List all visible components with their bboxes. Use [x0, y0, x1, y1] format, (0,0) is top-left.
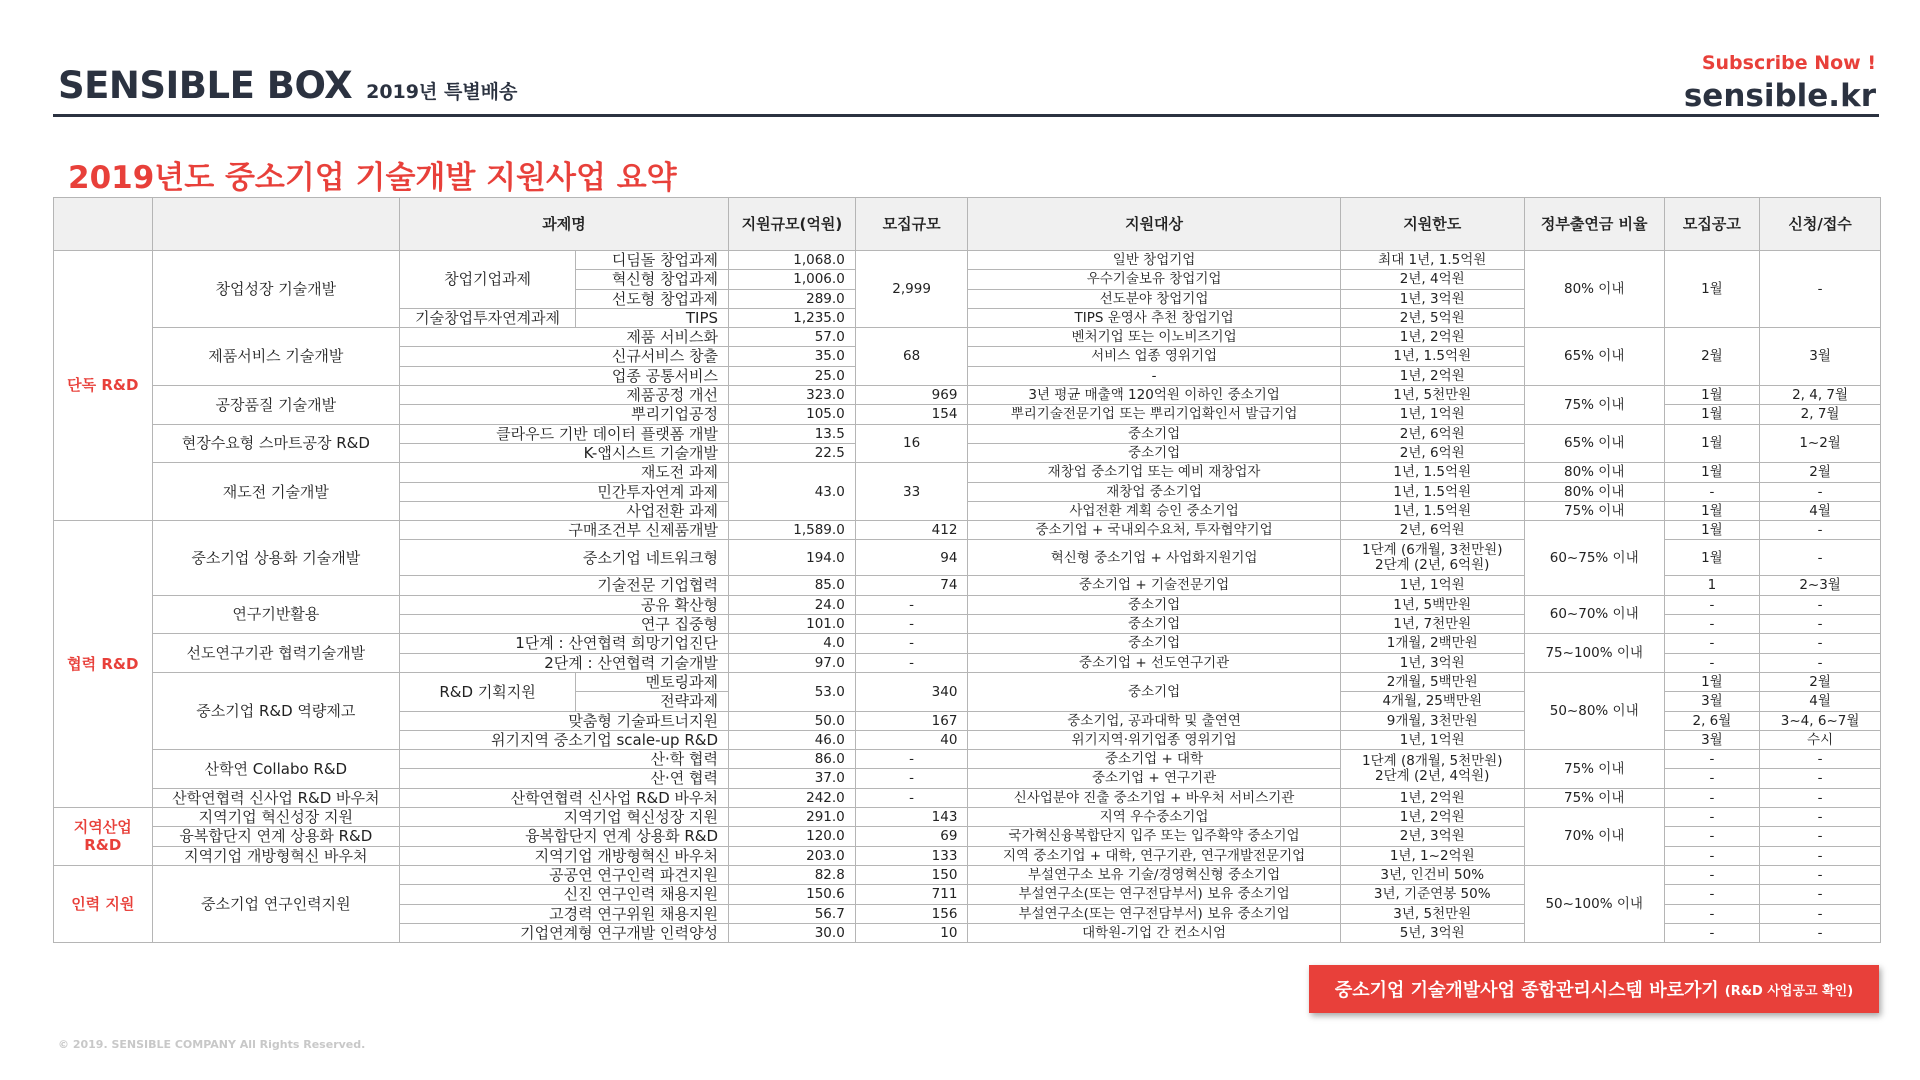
task-cell: 혁신형 창업과제: [576, 270, 729, 289]
ratio-cell: 75% 이내: [1524, 386, 1664, 425]
program-cell: 연구기반활용: [152, 595, 399, 634]
task-cell: 산·학 협력: [400, 750, 729, 769]
subgroup-cell: R&D 기획지원: [400, 672, 576, 711]
ratio-cell: 80% 이내: [1524, 251, 1664, 328]
program-cell: 제품서비스 기술개발: [152, 328, 399, 386]
brand-subtitle: 2019년 특별배송: [366, 81, 518, 103]
apply-cell: 수시: [1760, 730, 1881, 749]
limit-cell: 2년, 4억원: [1340, 270, 1524, 289]
notice-cell: -: [1664, 595, 1760, 614]
task-cell: 산·연 협력: [400, 769, 729, 788]
recruit-cell: 969: [855, 386, 968, 405]
apply-cell: -: [1760, 482, 1881, 501]
notice-cell: 1월: [1664, 424, 1760, 463]
program-cell: 선도연구기관 협력기술개발: [152, 634, 399, 673]
summary-table: [53, 197, 1881, 943]
recruit-cell: -: [855, 653, 968, 672]
budget-cell: 291.0: [729, 808, 856, 827]
ratio-cell: 60~75% 이내: [1524, 521, 1664, 596]
target-cell: 서비스 업종 영위기업: [968, 347, 1340, 366]
budget-cell: 35.0: [729, 347, 856, 366]
budget-cell: 30.0: [729, 923, 856, 942]
notice-cell: -: [1664, 808, 1760, 827]
apply-cell: -: [1760, 846, 1881, 865]
notice-cell: -: [1664, 904, 1760, 923]
notice-cell: 1월: [1664, 540, 1760, 576]
apply-cell: -: [1760, 808, 1881, 827]
task-cell: 맞춤형 기술파트너지원: [400, 711, 729, 730]
recruit-cell: -: [855, 634, 968, 653]
limit-cell: 1년, 2억원: [1340, 808, 1524, 827]
task-cell: 융복합단지 연계 상용화 R&D: [400, 827, 729, 846]
recruit-cell: -: [855, 615, 968, 634]
limit-cell: 2년, 5억원: [1340, 308, 1524, 327]
budget-cell: 56.7: [729, 904, 856, 923]
recruit-cell: 150: [855, 865, 968, 884]
budget-cell: 24.0: [729, 595, 856, 614]
ratio-cell: 75~100% 이내: [1524, 634, 1664, 673]
task-cell: 제품공정 개선: [400, 386, 729, 405]
apply-cell: -: [1760, 827, 1881, 846]
ratio-cell: 75% 이내: [1524, 750, 1664, 789]
recruit-cell: 40: [855, 730, 968, 749]
notice-cell: -: [1664, 653, 1760, 672]
apply-cell: 2, 7월: [1760, 405, 1881, 424]
task-cell: 클라우드 기반 데이터 플랫폼 개발: [400, 424, 729, 443]
target-cell: 선도분야 창업기업: [968, 289, 1340, 308]
budget-cell: 203.0: [729, 846, 856, 865]
table-row: [54, 463, 1881, 482]
task-cell: 산학연협력 신사업 R&D 바우처: [400, 788, 729, 807]
apply-cell: -: [1760, 634, 1881, 653]
apply-cell: 3월: [1760, 328, 1881, 386]
subgroup-cell: 창업기업과제: [400, 251, 576, 309]
notice-cell: -: [1664, 750, 1760, 769]
notice-cell: 1월: [1664, 386, 1760, 405]
recruit-cell: 167: [855, 711, 968, 730]
target-cell: 벤처기업 또는 이노비즈기업: [968, 328, 1340, 347]
table-row: [54, 865, 1881, 884]
limit-cell: 9개월, 3천만원: [1340, 711, 1524, 730]
apply-cell: -: [1760, 251, 1881, 328]
target-cell: -: [968, 366, 1340, 385]
target-cell: 중소기업: [968, 595, 1340, 614]
limit-cell: 최대 1년, 1.5억원: [1340, 251, 1524, 270]
task-cell: 뿌리기업공정: [400, 405, 729, 424]
header-ratio: 정부출연금 비율: [1524, 198, 1664, 251]
apply-cell: -: [1760, 769, 1881, 788]
notice-cell: -: [1664, 885, 1760, 904]
apply-cell: -: [1760, 653, 1881, 672]
table-row: [54, 788, 1881, 807]
target-cell: 지역 중소기업 + 대학, 연구기관, 연구개발전문기업: [968, 846, 1340, 865]
limit-cell: 3년, 기준연봉 50%: [1340, 885, 1524, 904]
ratio-cell: 50~100% 이내: [1524, 865, 1664, 942]
target-cell: 중소기업 + 기술전문기업: [968, 576, 1340, 595]
limit-cell: 1년, 2억원: [1340, 366, 1524, 385]
limit-cell: 1년, 1.5억원: [1340, 482, 1524, 501]
target-cell: 중소기업: [968, 424, 1340, 443]
program-cell: 재도전 기술개발: [152, 463, 399, 521]
notice-cell: -: [1664, 923, 1760, 942]
site-link[interactable]: sensible.kr: [1683, 78, 1876, 114]
ratio-cell: 70% 이내: [1524, 808, 1664, 866]
task-cell: 제품 서비스화: [400, 328, 729, 347]
target-cell: 신사업분야 진출 중소기업 + 바우처 서비스기관: [968, 788, 1340, 807]
header-divider: [53, 114, 1879, 117]
budget-cell: 1,235.0: [729, 308, 856, 327]
section-regional-rnd: 지역산업 R&D: [54, 808, 153, 866]
target-cell: 3년 평균 매출액 120억원 이하인 중소기업: [968, 386, 1340, 405]
target-cell: 대학원-기업 간 컨소시엄: [968, 923, 1340, 942]
table-row: [54, 386, 1881, 405]
budget-cell: 194.0: [729, 540, 856, 576]
target-cell: 중소기업 + 대학: [968, 750, 1340, 769]
target-cell: 국가혁신융복합단지 입주 또는 입주확약 중소기업: [968, 827, 1340, 846]
target-cell: 부설연구소(또는 연구전담부서) 보유 중소기업: [968, 904, 1340, 923]
recruit-cell: 69: [855, 827, 968, 846]
task-cell: 전략과제: [576, 692, 729, 711]
task-cell: 연구 집중형: [400, 615, 729, 634]
target-cell: 사업전환 계획 승인 중소기업: [968, 501, 1340, 520]
target-cell: 재창업 중소기업 또는 예비 재창업자: [968, 463, 1340, 482]
notice-cell: -: [1664, 865, 1760, 884]
program-cell: 산학연 Collabo R&D: [152, 750, 399, 789]
target-cell: 중소기업 + 국내외수요처, 투자협약기업: [968, 521, 1340, 540]
recruit-cell: 94: [855, 540, 968, 576]
task-cell: 재도전 과제: [400, 463, 729, 482]
apply-cell: -: [1760, 521, 1881, 540]
target-cell: 중소기업 + 연구기관: [968, 769, 1340, 788]
budget-cell: 97.0: [729, 653, 856, 672]
table-row: [54, 750, 1881, 769]
rnd-system-link-button[interactable]: [1309, 965, 1879, 1013]
table-row: [54, 808, 1881, 827]
limit-cell: 3년, 5천만원: [1340, 904, 1524, 923]
budget-cell: 289.0: [729, 289, 856, 308]
limit-cell: 1년, 2억원: [1340, 788, 1524, 807]
apply-cell: -: [1760, 923, 1881, 942]
task-cell: 지역기업 개방형혁신 바우처: [400, 846, 729, 865]
apply-cell: -: [1760, 904, 1881, 923]
limit-cell: 1년, 1억원: [1340, 576, 1524, 595]
recruit-cell: -: [855, 788, 968, 807]
task-cell: TIPS: [576, 308, 729, 327]
target-cell: 중소기업: [968, 615, 1340, 634]
program-cell: 중소기업 R&D 역량제고: [152, 672, 399, 749]
limit-cell: 1년, 2억원: [1340, 328, 1524, 347]
budget-cell: 57.0: [729, 328, 856, 347]
table-row: [54, 634, 1881, 653]
limit-cell: [1340, 540, 1524, 576]
header-target: 지원대상: [968, 198, 1340, 251]
header-task-name: 과제명: [400, 198, 729, 251]
brand-name: SENSIBLE BOX: [58, 64, 353, 107]
table-row: [54, 251, 1881, 270]
recruit-cell: 68: [855, 328, 968, 386]
section-cooperative-rnd: 협력 R&D: [54, 521, 153, 808]
limit-cell: 1년, 3억원: [1340, 289, 1524, 308]
budget-cell: 4.0: [729, 634, 856, 653]
ratio-cell: 65% 이내: [1524, 424, 1664, 463]
program-cell: 현장수요형 스마트공장 R&D: [152, 424, 399, 463]
task-cell: 디딤돌 창업과제: [576, 251, 729, 270]
program-cell: 산학연협력 신사업 R&D 바우처: [152, 788, 399, 807]
recruit-cell: -: [855, 769, 968, 788]
task-cell: 구매조건부 신제품개발: [400, 521, 729, 540]
notice-cell: 1월: [1664, 672, 1760, 691]
budget-cell: 323.0: [729, 386, 856, 405]
budget-cell: 43.0: [729, 463, 856, 521]
task-cell: 1단계 : 산연협력 희망기업진단: [400, 634, 729, 653]
task-cell: 신규서비스 창출: [400, 347, 729, 366]
target-cell: 중소기업, 공과대학 및 출연연: [968, 711, 1340, 730]
limit-cell: 2개월, 5백만원: [1340, 672, 1524, 691]
target-cell: 우수기술보유 창업기업: [968, 270, 1340, 289]
apply-cell: 2~3월: [1760, 576, 1881, 595]
header-recruit: 모집규모: [855, 198, 968, 251]
program-cell: 공장품질 기술개발: [152, 386, 399, 425]
page-title: 2019년도 중소기업 기술개발 지원사업 요약: [68, 160, 677, 196]
limit-cell: 1년, 1.5억원: [1340, 501, 1524, 520]
notice-cell: 3월: [1664, 730, 1760, 749]
limit-cell: 1년, 5천만원: [1340, 386, 1524, 405]
table-row: [54, 595, 1881, 614]
limit-cell: 3년, 인건비 50%: [1340, 865, 1524, 884]
header-notice: 모집공고: [1664, 198, 1760, 251]
recruit-cell: 2,999: [855, 251, 968, 328]
limit-cell: [1340, 750, 1524, 789]
target-cell: 혁신형 중소기업 + 사업화지원기업: [968, 540, 1340, 576]
target-cell: 중소기업: [968, 672, 1340, 711]
budget-cell: 86.0: [729, 750, 856, 769]
budget-cell: 50.0: [729, 711, 856, 730]
limit-cell: 1년, 5백만원: [1340, 595, 1524, 614]
task-cell: 신진 연구인력 채용지원: [400, 885, 729, 904]
budget-cell: 13.5: [729, 424, 856, 443]
target-cell: 부설연구소(또는 연구전담부서) 보유 중소기업: [968, 885, 1340, 904]
apply-cell: 2, 4, 7월: [1760, 386, 1881, 405]
ratio-cell: 75% 이내: [1524, 501, 1664, 520]
apply-cell: -: [1760, 885, 1881, 904]
notice-cell: -: [1664, 769, 1760, 788]
task-cell: 선도형 창업과제: [576, 289, 729, 308]
limit-cell: 5년, 3억원: [1340, 923, 1524, 942]
subscribe-link[interactable]: Subscribe Now !: [1701, 52, 1876, 74]
target-cell: 위기지역·위기업종 영위기업: [968, 730, 1340, 749]
table-header-row: [54, 198, 1881, 251]
program-cell: 중소기업 상용화 기술개발: [152, 521, 399, 596]
task-cell: 고경력 연구위원 채용지원: [400, 904, 729, 923]
limit-cell: 1년, 1억원: [1340, 405, 1524, 424]
task-cell: 공유 확산형: [400, 595, 729, 614]
notice-cell: 3월: [1664, 692, 1760, 711]
apply-cell: -: [1760, 595, 1881, 614]
recruit-cell: 33: [855, 463, 968, 521]
limit-cell: 2년, 6억원: [1340, 443, 1524, 462]
brand-logo: [58, 64, 517, 107]
apply-cell: 1~2월: [1760, 424, 1881, 463]
notice-cell: 1: [1664, 576, 1760, 595]
task-cell: 중소기업 네트워크형: [400, 540, 729, 576]
budget-cell: 46.0: [729, 730, 856, 749]
target-cell: 지역 우수중소기업: [968, 808, 1340, 827]
notice-cell: 1월: [1664, 521, 1760, 540]
limit-cell: 1개월, 2백만원: [1340, 634, 1524, 653]
apply-cell: 3~4, 6~7월: [1760, 711, 1881, 730]
recruit-cell: 711: [855, 885, 968, 904]
program-cell: 지역기업 개방형혁신 바우처: [152, 846, 399, 865]
task-cell: K-앱시스트 기술개발: [400, 443, 729, 462]
recruit-cell: 16: [855, 424, 968, 463]
limit-line-1: 1단계 (6개월, 3천만원): [1362, 541, 1503, 558]
table-row: [54, 328, 1881, 347]
program-cell: 창업성장 기술개발: [152, 251, 399, 328]
notice-cell: 1월: [1664, 405, 1760, 424]
task-cell: 지역기업 혁신성장 지원: [400, 808, 729, 827]
table-row: [54, 672, 1881, 691]
notice-cell: -: [1664, 482, 1760, 501]
program-cell: 중소기업 연구인력지원: [152, 865, 399, 942]
budget-cell: 242.0: [729, 788, 856, 807]
task-cell: 사업전환 과제: [400, 501, 729, 520]
budget-cell: 1,589.0: [729, 521, 856, 540]
apply-cell: 2월: [1760, 463, 1881, 482]
header-limit: 지원한도: [1340, 198, 1524, 251]
limit-cell: 1년, 1.5억원: [1340, 347, 1524, 366]
task-cell: 기술전문 기업협력: [400, 576, 729, 595]
recruit-cell: 143: [855, 808, 968, 827]
target-cell: 중소기업 + 선도연구기관: [968, 653, 1340, 672]
notice-cell: 2, 6월: [1664, 711, 1760, 730]
ratio-cell: 75% 이내: [1524, 788, 1664, 807]
budget-cell: 105.0: [729, 405, 856, 424]
budget-cell: 85.0: [729, 576, 856, 595]
recruit-cell: 74: [855, 576, 968, 595]
limit-line-1: 1단계 (8개월, 5천만원): [1362, 752, 1503, 769]
budget-cell: 25.0: [729, 366, 856, 385]
budget-cell: 101.0: [729, 615, 856, 634]
task-cell: 2단계 : 산연협력 기술개발: [400, 653, 729, 672]
target-cell: 재창업 중소기업: [968, 482, 1340, 501]
target-cell: 중소기업: [968, 443, 1340, 462]
apply-cell: 2월: [1760, 672, 1881, 691]
budget-cell: 150.6: [729, 885, 856, 904]
limit-line-2: 2단계 (2년, 4억원): [1375, 767, 1490, 784]
notice-cell: -: [1664, 846, 1760, 865]
cta-note: (R&D 사업공고 확인): [1724, 983, 1854, 999]
task-cell: 업종 공통서비스: [400, 366, 729, 385]
limit-cell: 2년, 3억원: [1340, 827, 1524, 846]
limit-line-2: 2단계 (2년, 6억원): [1375, 556, 1490, 573]
target-cell: 일반 창업기업: [968, 251, 1340, 270]
budget-cell: 37.0: [729, 769, 856, 788]
apply-cell: 4월: [1760, 501, 1881, 520]
target-cell: TIPS 운영사 추천 창업기업: [968, 308, 1340, 327]
budget-cell: 1,068.0: [729, 251, 856, 270]
task-cell: 공공연 연구인력 파견지원: [400, 865, 729, 884]
notice-cell: -: [1664, 827, 1760, 846]
recruit-cell: 412: [855, 521, 968, 540]
recruit-cell: 10: [855, 923, 968, 942]
header-apply: 신청/접수: [1760, 198, 1881, 251]
notice-cell: -: [1664, 634, 1760, 653]
task-cell: 기업연계형 연구개발 인력양성: [400, 923, 729, 942]
budget-cell: 120.0: [729, 827, 856, 846]
limit-cell: 4개월, 25백만원: [1340, 692, 1524, 711]
recruit-cell: 133: [855, 846, 968, 865]
task-cell: 멘토링과제: [576, 672, 729, 691]
task-cell: 위기지역 중소기업 scale-up R&D: [400, 730, 729, 749]
cta-label: 중소기업 기술개발사업 종합관리시스템 바로가기: [1334, 980, 1719, 1001]
apply-cell: -: [1760, 615, 1881, 634]
target-cell: 중소기업: [968, 634, 1340, 653]
notice-cell: -: [1664, 615, 1760, 634]
recruit-cell: 340: [855, 672, 968, 711]
table-row: [54, 424, 1881, 443]
budget-cell: 82.8: [729, 865, 856, 884]
notice-cell: 1월: [1664, 501, 1760, 520]
budget-cell: 1,006.0: [729, 270, 856, 289]
notice-cell: 1월: [1664, 463, 1760, 482]
program-cell: 융복합단지 연계 상용화 R&D: [152, 827, 399, 846]
ratio-cell: 60~70% 이내: [1524, 595, 1664, 634]
limit-cell: 1년, 1.5억원: [1340, 463, 1524, 482]
recruit-cell: -: [855, 595, 968, 614]
section-standalone-rnd: 단독 R&D: [54, 251, 153, 521]
limit-cell: 1년, 1억원: [1340, 730, 1524, 749]
limit-cell: 1년, 3억원: [1340, 653, 1524, 672]
copyright: © 2019. SENSIBLE COMPANY All Rights Reserved.: [58, 1038, 366, 1051]
task-cell: 민간투자연계 과제: [400, 482, 729, 501]
apply-cell: 4월: [1760, 692, 1881, 711]
limit-cell: 1년, 7천만원: [1340, 615, 1524, 634]
ratio-cell: 65% 이내: [1524, 328, 1664, 386]
ratio-cell: 80% 이내: [1524, 482, 1664, 501]
recruit-cell: 156: [855, 904, 968, 923]
notice-cell: -: [1664, 788, 1760, 807]
header-section: [54, 198, 153, 251]
limit-cell: 2년, 6억원: [1340, 424, 1524, 443]
notice-cell: 2월: [1664, 328, 1760, 386]
ratio-cell: 50~80% 이내: [1524, 672, 1664, 749]
recruit-cell: 154: [855, 405, 968, 424]
apply-cell: -: [1760, 540, 1881, 576]
ratio-cell: 80% 이내: [1524, 463, 1664, 482]
limit-cell: 1년, 1~2억원: [1340, 846, 1524, 865]
target-cell: 뿌리기술전문기업 또는 뿌리기업확인서 발급기업: [968, 405, 1340, 424]
target-cell: 부설연구소 보유 기술/경영혁신형 중소기업: [968, 865, 1340, 884]
program-cell: 지역기업 혁신성장 지원: [152, 808, 399, 827]
budget-cell: 53.0: [729, 672, 856, 711]
header-budget: 지원규모(억원): [729, 198, 856, 251]
table-row: [54, 521, 1881, 540]
notice-cell: 1월: [1664, 251, 1760, 328]
budget-cell: 22.5: [729, 443, 856, 462]
subgroup-cell: 기술창업투자연계과제: [400, 308, 576, 327]
section-workforce-support: 인력 지원: [54, 865, 153, 942]
apply-cell: -: [1760, 788, 1881, 807]
summary-table-wrapper: [53, 197, 1881, 943]
recruit-cell: -: [855, 750, 968, 769]
apply-cell: -: [1760, 750, 1881, 769]
apply-cell: -: [1760, 865, 1881, 884]
limit-cell: 2년, 6억원: [1340, 521, 1524, 540]
header-program: [152, 198, 399, 251]
